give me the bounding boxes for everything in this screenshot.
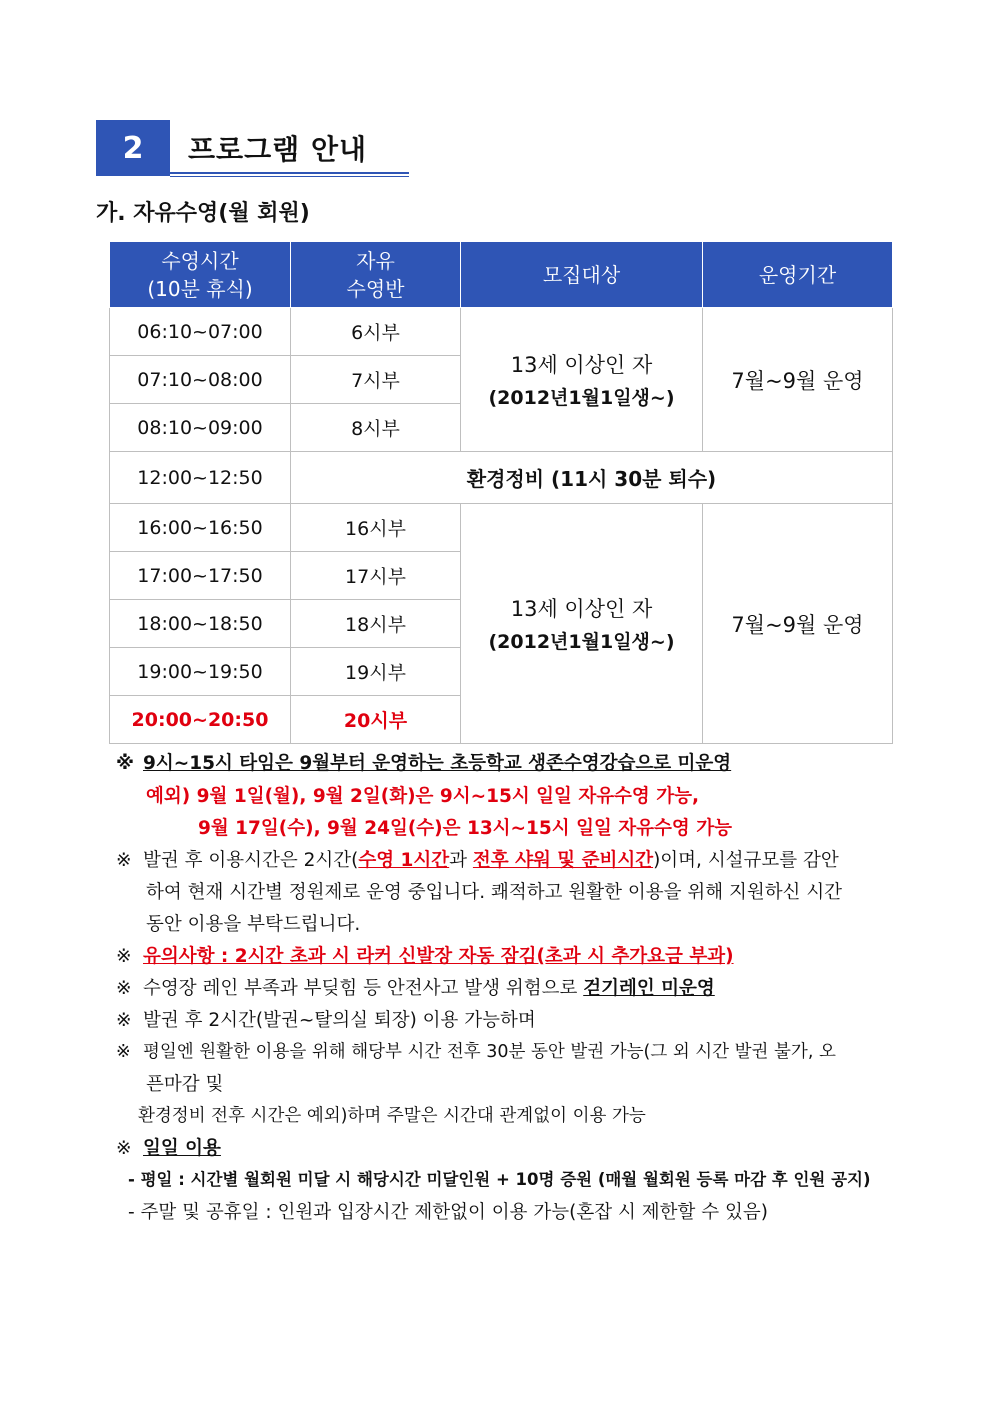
section-number: 2 <box>96 120 170 176</box>
note-5 <box>116 1006 536 1032</box>
note-5-text: 발권 후 2시간(발권~탈의실 퇴장) 이용 가능하며 <box>143 1010 536 1031</box>
time-cell-highlight: 20:00~20:50 <box>110 696 291 744</box>
time-cell: 16:00~16:50 <box>110 504 291 552</box>
section-underline-thin <box>170 176 409 177</box>
maintenance-row <box>110 452 893 504</box>
note-4 <box>116 974 715 1000</box>
note-4-highlight: 걷기레인 미운영 <box>583 978 715 999</box>
table-header-row <box>110 242 893 308</box>
section-title: 프로그램 안내 <box>188 133 368 166</box>
note-7-weekend: - 주말 및 공휴일 : 인원과 입장시간 제한없이 이용 가능(혼잡 시 제한할 수 있음) <box>128 1202 768 1223</box>
class-cell: 16시부 <box>291 504 461 552</box>
header-time <box>110 242 291 308</box>
target-age: 13세 이상인 자 <box>510 353 653 377</box>
time-cell: 07:10~08:00 <box>110 356 291 404</box>
header-class-line2: 수영반 <box>346 276 405 301</box>
header-period: 운영기간 <box>703 242 893 308</box>
note-mark: ※ <box>116 1042 131 1062</box>
maintenance-cell: 환경정비 (11시 30분 퇴수) <box>291 452 893 504</box>
period-cell: 7월~9월 운영 <box>703 308 893 452</box>
table-row <box>110 308 893 356</box>
time-cell: 17:00~17:50 <box>110 552 291 600</box>
table-row <box>110 504 893 552</box>
note-mark: ※ <box>116 978 132 999</box>
target-age: 13세 이상인 자 <box>510 597 653 621</box>
note-2-line2: 하여 현재 시간별 정원제로 운영 중입니다. 쾌적하고 원활한 이용을 위해 지원하신 시간 <box>146 882 843 903</box>
note-6-line2: 픈마감 및 <box>146 1074 224 1095</box>
class-cell: 7시부 <box>291 356 461 404</box>
note-3 <box>116 942 734 968</box>
time-cell: 08:10~09:00 <box>110 404 291 452</box>
note-7 <box>116 1134 221 1160</box>
class-cell-highlight: 20시부 <box>291 696 461 744</box>
header-target: 모집대상 <box>461 242 703 308</box>
note-2-line3: 동안 이용을 부탁드립니다. <box>146 914 361 935</box>
note-2-highlight-shower: 전후 샤워 및 준비시간 <box>472 850 654 871</box>
time-cell: 19:00~19:50 <box>110 648 291 696</box>
time-cell: 06:10~07:00 <box>110 308 291 356</box>
target-cell <box>461 308 703 452</box>
note-mark: ※ <box>116 850 132 871</box>
target-birth: (2012년1월1일생~) <box>488 387 675 409</box>
note-6-line3: 환경정비 전후 시간은 예외)하며 주말은 시간대 관계없이 이용 가능 <box>138 1106 646 1126</box>
note-6-line1: 평일엔 원활한 이용을 위해 해당부 시간 전후 30분 동안 발권 가능(그 외 시간 발권 불가, 오 <box>143 1042 836 1062</box>
note-2-highlight-swim: 수영 1시간 <box>358 850 450 871</box>
note-3-text: 유의사항 : 2시간 초과 시 라커 신발장 자동 잠김(초과 시 추가요금 부과) <box>143 946 734 967</box>
section-header <box>96 120 409 178</box>
note-2-text-c: 과 <box>449 850 473 871</box>
period-cell: 7월~9월 운영 <box>703 504 893 744</box>
note-7-weekday: - 평일 : 시간별 월회원 미달 시 해당시간 미달인원 + 10명 증원 (매월 월회원 등록 마감 후 인원 공지) <box>128 1170 871 1189</box>
note-7-title: 일일 이용 <box>143 1138 221 1159</box>
class-cell: 18시부 <box>291 600 461 648</box>
note-1-exception-1: 예외) 9월 1일(월), 9월 2일(화)은 9시~15시 일일 자유수영 가능, <box>146 786 700 807</box>
note-6 <box>116 1038 836 1063</box>
header-class-line1: 자유 <box>356 248 395 273</box>
note-1 <box>116 749 731 775</box>
note-1-exception-2: 9월 17일(수), 9월 24일(수)은 13시~15시 일일 자유수영 가능 <box>198 818 732 839</box>
schedule-table <box>109 241 893 744</box>
class-cell: 17시부 <box>291 552 461 600</box>
note-4-text: 수영장 레인 부족과 부딪힘 등 안전사고 발생 위험으로 <box>143 978 584 999</box>
note-1-text: 9시~15시 타임은 9월부터 운영하는 초등학교 생존수영강습으로 미운영 <box>143 753 732 774</box>
note-2 <box>116 846 839 872</box>
note-2-text-a: 발권 후 이용시간은 2시간( <box>143 850 359 871</box>
class-cell: 8시부 <box>291 404 461 452</box>
target-birth: (2012년1월1일생~) <box>488 631 675 653</box>
target-cell <box>461 504 703 744</box>
subtitle: 가. 자유수영(월 회원) <box>96 201 310 226</box>
note-2-text-e: )이며, 시설규모를 감안 <box>653 850 839 871</box>
class-cell: 6시부 <box>291 308 461 356</box>
header-time-line2: (10분 휴식) <box>147 276 253 301</box>
class-cell: 19시부 <box>291 648 461 696</box>
time-cell: 12:00~12:50 <box>110 452 291 504</box>
time-cell: 18:00~18:50 <box>110 600 291 648</box>
header-time-line1: 수영시간 <box>161 248 239 273</box>
note-mark: ※ <box>116 1010 132 1031</box>
note-mark: ※ <box>116 1138 132 1159</box>
section-underline <box>170 172 409 174</box>
note-mark: ※ <box>116 753 134 774</box>
header-class <box>291 242 461 308</box>
note-mark: ※ <box>116 946 132 967</box>
